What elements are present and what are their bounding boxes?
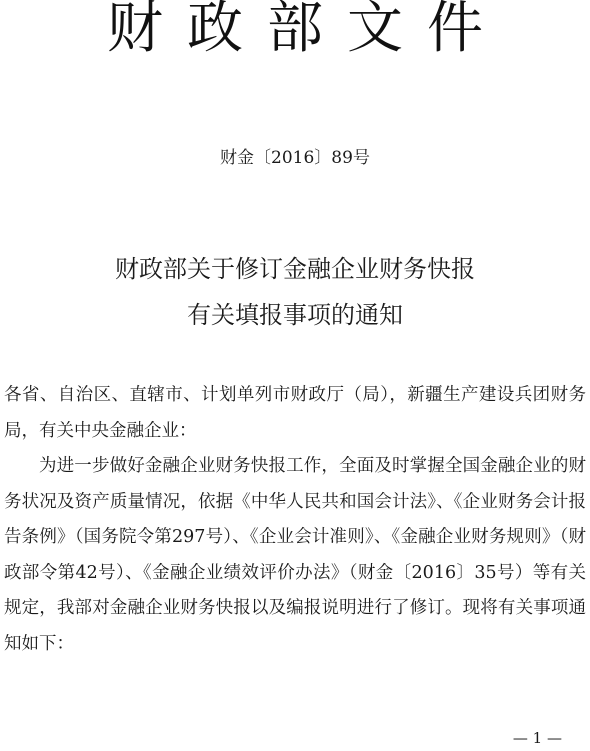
- document-number: 财金〔2016〕89号: [220, 148, 370, 168]
- document-body: [4, 378, 586, 662]
- document-masthead: 财政部文件: [107, 0, 507, 61]
- addressee: 各省、自治区、直辖市、计划单列市财政厅（局），新疆生产建设兵团财务局，有关中央金融企业：: [4, 385, 586, 441]
- document-title-line-1: 财政部关于修订金融企业财务快报: [115, 255, 475, 283]
- page-number: — 1 —: [512, 729, 562, 747]
- body-paragraph: 为进一步做好金融企业财务快报工作，全面及时掌握全国金融企业的财务状况及资产质量情况，依据《中华人民共和国会计法》、《企业财务会计报告条例》（国务院令第297号）、《企业会计准则》、《金融企业财务规则》（财政部令第42号）、《金融企业绩效评价办法》（财金〔2016〕35号）等有关规定，我部对金融企业财务快报以及编报说明进行了修订。现将有关事项通知如下：: [4, 456, 586, 654]
- document-title-line-2: 有关填报事项的通知: [187, 301, 403, 329]
